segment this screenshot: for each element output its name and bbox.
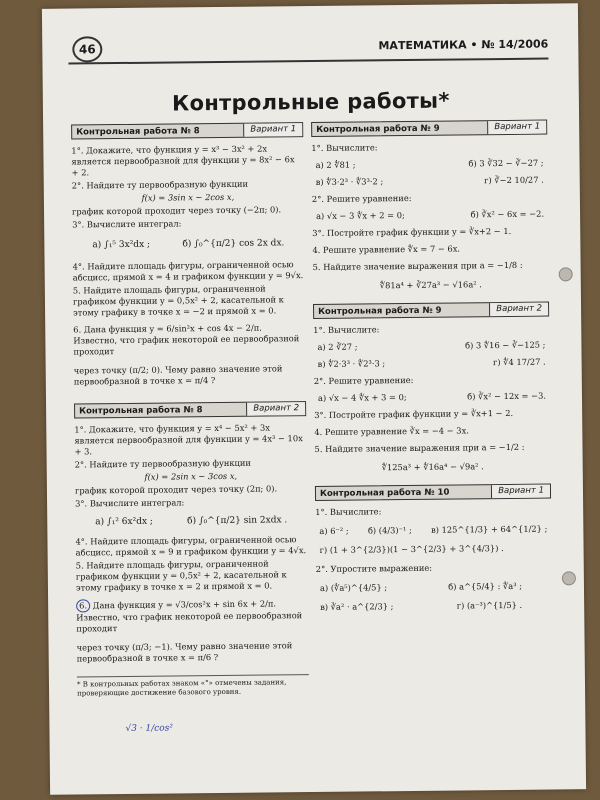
- integral-a: а) ∫₁² 6x²dx ;: [95, 516, 153, 528]
- task-4: 4. Решите уравнение ∜x = 7 − 6x.: [312, 243, 461, 256]
- task-4: 4°. Найдите площадь фигуры, ограниченной осью абсцисс, прямой x = 4 и графиком функции y = 9√x.: [72, 259, 304, 283]
- item-d: г) (1 + 3^{2/3})(1 − 3^{2/3} + 3^{4/3}) .: [319, 543, 504, 555]
- item-a: а) 2 ∜81 ;: [315, 159, 356, 170]
- task-5: 5. Найдите площадь фигуры, ограниченной графиком функции y = 0,5x² + 2, касательной к этому графику в точке x = 2 и прямой x = 0.: [75, 558, 287, 593]
- section-header: Контрольная работа № 8 Вариант 1: [71, 122, 303, 139]
- right-column: [311, 114, 552, 621]
- section-header: Контрольная работа № 8 Вариант 2: [74, 401, 306, 418]
- binder-hole: [559, 267, 573, 281]
- binder-hole: [562, 571, 576, 585]
- task-4: 4°. Найдите площадь фигуры, ограниченной осью абсцисс, прямой x = 9 и графиком функции y = 4√x.: [75, 534, 307, 558]
- task-6-cont: через точку (π/2; 0). Чему равно значение этой первообразной в точке x = π/4 ?: [73, 363, 283, 387]
- section-header: Контрольная работа № 10 Вариант 1: [315, 484, 551, 501]
- task-2: 2°. Найдите ту первообразную функции: [71, 178, 249, 191]
- item-d: г) (a⁻³)^{1/5} .: [456, 599, 523, 611]
- task-3: 3°. Вычислите интеграл:: [75, 497, 185, 509]
- task-3: 3°. Вычислите интеграл:: [72, 218, 182, 230]
- item-a: а) √x − 3 ∜x + 2 = 0;: [316, 210, 405, 221]
- item-a: а) √x − 4 ∜x + 3 = 0;: [317, 392, 407, 403]
- formula: ∜81a⁴ + ∛27a³ − √16a² .: [379, 279, 482, 291]
- item-b: б) 3 ∛32 − ∛−27 ;: [468, 157, 544, 169]
- formula: f(x) = 3sin x − 2cos x,: [141, 191, 235, 203]
- journal-title: МАТЕМАТИКА • № 14/2006: [378, 37, 549, 53]
- item-a: а) 6⁻² ;: [319, 525, 349, 536]
- item-c: в) 125^{1/3} + 64^{1/2} ;: [430, 523, 548, 535]
- task-4: 4. Решите уравнение ∛x = −4 − 3x.: [314, 425, 469, 437]
- formula: ∜125a³ + ∜16a⁴ − √9a² .: [381, 461, 484, 473]
- integral-b: б) ∫₀^{π/2} cos 2x dx.: [182, 238, 285, 250]
- page-number: 46: [72, 36, 102, 62]
- page-header: [68, 38, 548, 65]
- task-3: 3°. Постройте график функции y = ∛x+2 − 1.: [312, 225, 512, 239]
- task-1: 1°. Вычислите:: [313, 324, 380, 336]
- task-6-cont: через точку (π/3; −1). Чему равно значение этой первообразной в точке x = π/6 ?: [76, 640, 293, 664]
- left-column: [71, 116, 309, 698]
- task-6-text: Дана функция y = √3/cos²x + sin 6x + 2/π. Известно, что график некоторой ее первообразной проходит: [76, 598, 303, 634]
- integral-b: б) ∫₀^{π/2} sin 2xdx .: [187, 515, 288, 527]
- item-d: г) ∜4 17/27 .: [492, 356, 546, 368]
- item-b: б) 3 ∜16 − ∛−125 ;: [465, 339, 546, 351]
- task-6: [76, 597, 308, 634]
- task-2: 2°. Упростите выражение:: [315, 562, 433, 574]
- task-2: 2°. Решите уравнение:: [311, 192, 412, 205]
- task-1: 1°. Вычислите:: [315, 506, 382, 517]
- item-a: а) 2 ∛27 ;: [317, 341, 358, 352]
- task-2: 2°. Решите уравнение:: [313, 374, 414, 387]
- task-2-cont: график которой проходит через точку (−2π; 0).: [71, 204, 282, 217]
- item-b: б) ∛x² − 6x = −2.: [470, 208, 545, 220]
- item-a: а) (∜a⁵)^{4/5} ;: [319, 582, 388, 593]
- formula: f(x) = 2sin x − 3cos x,: [144, 470, 238, 482]
- task-3: 3°. Постройте график функции y = ∛x+1 − 2.: [314, 407, 514, 420]
- item-d: г) ∛−2 10/27 .: [484, 174, 544, 186]
- task-2: 2°. Найдите ту первообразную функции: [74, 457, 251, 470]
- integral-a: а) ∫₁⁵ 3x²dx ;: [92, 239, 151, 251]
- task-2-cont: график которой проходит через точку (2π; 0).: [74, 483, 278, 496]
- task-1: 1°. Вычислите:: [311, 142, 378, 154]
- task-5: 5. Найдите площадь фигуры, ограниченной графиком функции y = 0,5x² + 2, касательной к этому графику в точке x = −2 и прямой x = 0.: [72, 283, 284, 318]
- page-sheet: [42, 3, 586, 795]
- item-b: б) (4/3)⁻¹ ;: [367, 524, 412, 536]
- handwritten-note: √3 · 1/cos²: [125, 723, 173, 734]
- item-c: в) ∛a² · a^{2/3} ;: [320, 601, 394, 612]
- page-title: Контрольные работы*: [171, 88, 450, 116]
- section-header: Контрольная работа № 9 Вариант 1: [311, 120, 547, 137]
- item-b: б) ∛x² − 12x = −3.: [467, 390, 547, 402]
- section-header: Контрольная работа № 9 Вариант 2: [313, 302, 549, 319]
- item-c: в) ∜2·3³ · ∜2³·3 ;: [317, 358, 386, 369]
- task-1: 1°. Докажите, что функция y = x⁴ − 5x² + 3x является первообразной для функции y = 4x³ − 10x + 3.: [74, 422, 303, 457]
- task-5: 5. Найдите значение выражения при a = −1/8 :: [312, 259, 523, 273]
- task-5: 5. Найдите значение выражения при a = −1/2 :: [314, 441, 525, 454]
- footnote: * В контрольных работах знаком «°» отмечены задания, проверяющие достижение базового уровня.: [77, 674, 309, 698]
- task-6: 6. Дана функция y = 6/sin²x + cos 4x − 2/π. Известно, что график некоторой ее первообразной проходит: [73, 322, 300, 357]
- item-c: в) ∜3·2³ · ∜3³·2 ;: [315, 176, 384, 187]
- task-1: 1°. Докажите, что функция y = x³ − 3x² + 2x является первообразной для функции y = 8x² − 6x + 2.: [71, 143, 295, 178]
- item-b: б) a^{5/4} : ∜a³ ;: [448, 580, 523, 592]
- circled-number: 6.: [76, 599, 90, 612]
